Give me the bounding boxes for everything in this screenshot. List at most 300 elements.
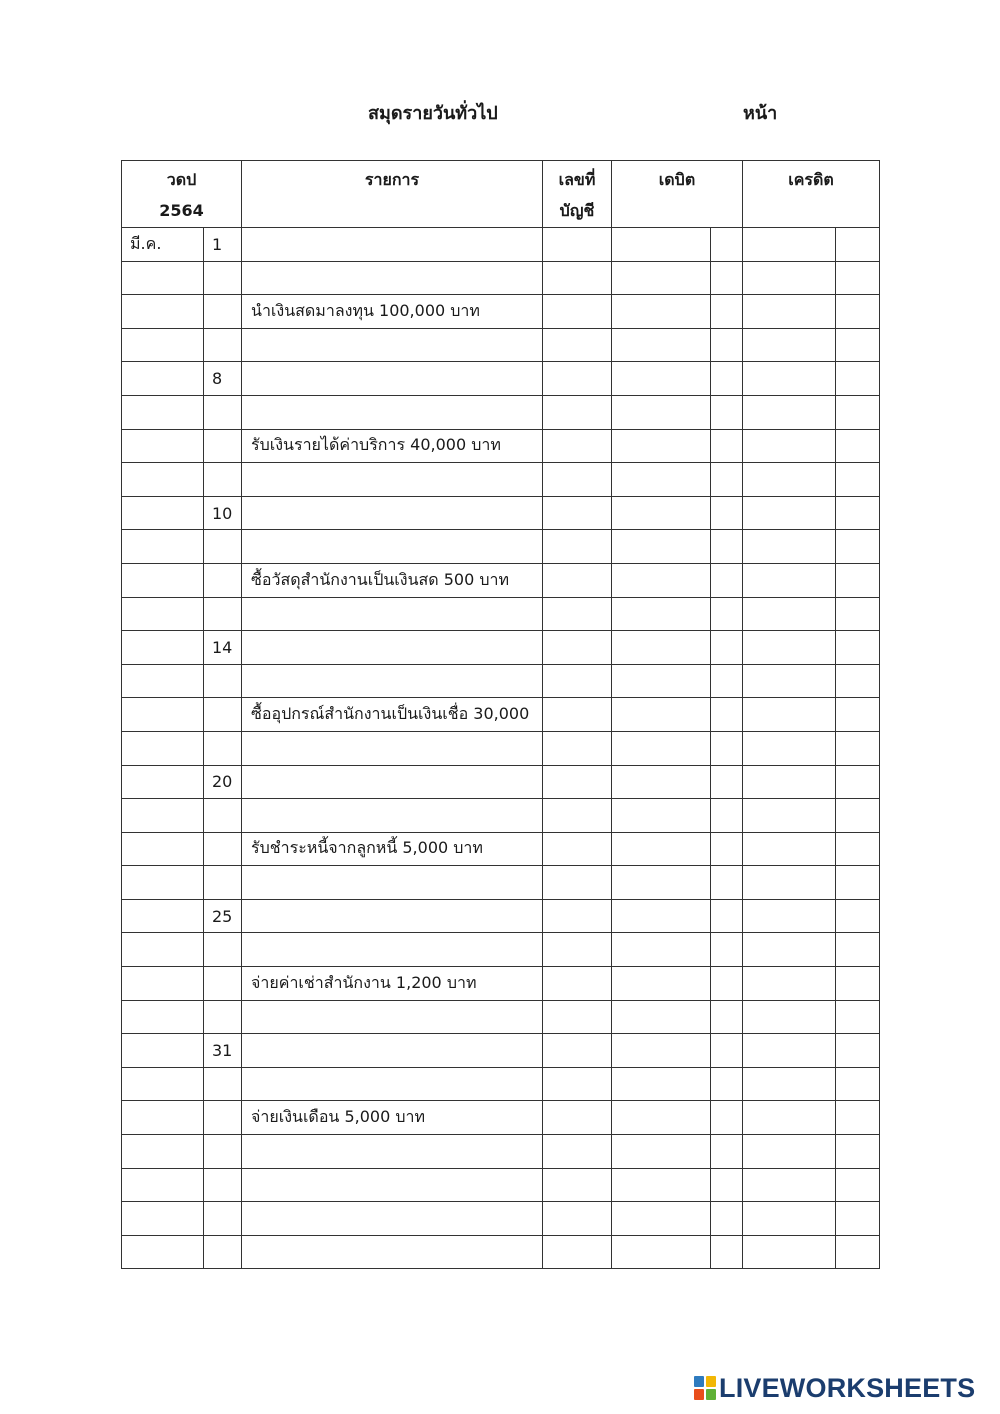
liveworksheets-logo-icon <box>694 1376 716 1400</box>
credit-satang-cell[interactable] <box>836 866 880 900</box>
debit-baht-cell[interactable] <box>612 1067 711 1101</box>
credit-baht-cell[interactable] <box>743 328 836 362</box>
description-cell <box>242 1235 543 1269</box>
credit-satang-cell[interactable] <box>836 1067 880 1101</box>
debit-baht-cell[interactable] <box>612 1168 711 1202</box>
month-cell <box>122 933 204 967</box>
journal-body <box>122 228 880 1269</box>
description-cell <box>242 530 543 564</box>
account-number-label-2: บัญชี <box>559 201 595 220</box>
debit-satang-cell[interactable] <box>711 395 743 429</box>
day-cell <box>204 563 242 597</box>
day-cell <box>204 664 242 698</box>
credit-satang-cell[interactable] <box>836 496 880 530</box>
debit-satang-cell[interactable] <box>711 866 743 900</box>
credit-baht-cell[interactable] <box>743 832 836 866</box>
credit-satang-cell[interactable] <box>836 1135 880 1169</box>
day-cell <box>204 1202 242 1236</box>
description-cell <box>242 1135 543 1169</box>
credit-satang-cell[interactable] <box>836 1168 880 1202</box>
debit-baht-cell[interactable] <box>612 496 711 530</box>
description-cell <box>242 631 543 665</box>
credit-satang-cell[interactable] <box>836 1101 880 1135</box>
debit-satang-cell[interactable] <box>711 1000 743 1034</box>
description-cell: จ่ายเงินเดือน 5,000 บาท <box>242 1101 543 1135</box>
debit-satang-cell[interactable] <box>711 530 743 564</box>
day-cell <box>204 698 242 732</box>
day-cell <box>204 1000 242 1034</box>
account-number-cell[interactable] <box>543 463 612 497</box>
account-number-cell[interactable] <box>543 261 612 295</box>
journal-row <box>122 967 880 1001</box>
account-number-cell[interactable] <box>543 765 612 799</box>
debit-satang-cell[interactable] <box>711 933 743 967</box>
month-cell <box>122 1235 204 1269</box>
journal-row <box>122 1101 880 1135</box>
account-number-label-1: เลขที่ <box>558 170 596 189</box>
description-cell <box>242 362 543 396</box>
debit-baht-cell[interactable] <box>612 1202 711 1236</box>
credit-baht-cell[interactable] <box>743 1034 836 1068</box>
journal-row <box>122 799 880 833</box>
debit-satang-cell[interactable] <box>711 698 743 732</box>
credit-baht-cell[interactable] <box>743 866 836 900</box>
month-cell <box>122 295 204 329</box>
debit-baht-cell[interactable] <box>612 362 711 396</box>
credit-satang-cell[interactable] <box>836 597 880 631</box>
description-cell <box>242 1168 543 1202</box>
account-number-header <box>543 161 612 228</box>
debit-satang-cell[interactable] <box>711 563 743 597</box>
day-cell: 10 <box>204 496 242 530</box>
debit-satang-cell[interactable] <box>711 261 743 295</box>
month-cell <box>122 463 204 497</box>
credit-satang-cell[interactable] <box>836 899 880 933</box>
description-cell <box>242 463 543 497</box>
journal-row <box>122 597 880 631</box>
debit-satang-cell[interactable] <box>711 228 743 262</box>
description-cell <box>242 866 543 900</box>
day-cell: 20 <box>204 765 242 799</box>
journal-row <box>122 1202 880 1236</box>
debit-baht-cell[interactable] <box>612 597 711 631</box>
credit-baht-cell[interactable] <box>743 530 836 564</box>
logo-square-4 <box>706 1389 716 1400</box>
journal-row <box>122 631 880 665</box>
account-number-cell[interactable] <box>543 1101 612 1135</box>
month-cell <box>122 1067 204 1101</box>
day-cell <box>204 799 242 833</box>
debit-baht-cell[interactable] <box>612 698 711 732</box>
description-cell <box>242 933 543 967</box>
description-cell <box>242 1034 543 1068</box>
journal-row <box>122 1000 880 1034</box>
month-cell <box>122 1034 204 1068</box>
logo-square-2 <box>706 1376 716 1387</box>
debit-baht-cell[interactable] <box>612 429 711 463</box>
description-cell: ซื้อวัสดุสำนักงานเป็นเงินสด 500 บาท <box>242 563 543 597</box>
account-number-cell[interactable] <box>543 295 612 329</box>
month-cell <box>122 563 204 597</box>
credit-baht-cell[interactable] <box>743 597 836 631</box>
credit-baht-cell[interactable] <box>743 362 836 396</box>
debit-baht-cell[interactable] <box>612 866 711 900</box>
month-cell <box>122 395 204 429</box>
day-cell <box>204 1168 242 1202</box>
day-cell <box>204 866 242 900</box>
day-cell <box>204 967 242 1001</box>
credit-baht-cell[interactable] <box>743 261 836 295</box>
day-cell: 25 <box>204 899 242 933</box>
account-number-cell[interactable] <box>543 429 612 463</box>
journal-row <box>122 1034 880 1068</box>
day-cell <box>204 597 242 631</box>
month-cell <box>122 765 204 799</box>
day-cell <box>204 1067 242 1101</box>
month-cell <box>122 799 204 833</box>
debit-satang-cell[interactable] <box>711 631 743 665</box>
journal-row <box>122 832 880 866</box>
credit-satang-cell[interactable] <box>836 228 880 262</box>
journal-row <box>122 1168 880 1202</box>
account-number-cell[interactable] <box>543 832 612 866</box>
year-header-label: 2564 <box>159 201 204 220</box>
credit-satang-cell[interactable] <box>836 530 880 564</box>
description-cell <box>242 1067 543 1101</box>
page-number-label: หน้า <box>743 103 778 124</box>
description-cell: นำเงินสดมาลงทุน 100,000 บาท <box>242 295 543 329</box>
day-cell: 1 <box>204 228 242 262</box>
journal-row <box>122 1135 880 1169</box>
month-cell <box>122 261 204 295</box>
day-cell <box>204 463 242 497</box>
debit-satang-cell[interactable] <box>711 362 743 396</box>
credit-baht-cell[interactable] <box>743 429 836 463</box>
credit-baht-cell[interactable] <box>743 228 836 262</box>
month-cell <box>122 967 204 1001</box>
month-cell <box>122 664 204 698</box>
month-cell <box>122 1135 204 1169</box>
credit-baht-cell[interactable] <box>743 1202 836 1236</box>
description-cell <box>242 496 543 530</box>
debit-baht-cell[interactable] <box>612 1135 711 1169</box>
description-cell <box>242 395 543 429</box>
general-journal-table <box>121 160 880 1269</box>
credit-satang-cell[interactable] <box>836 261 880 295</box>
description-cell: จ่ายค่าเช่าสำนักงาน 1,200 บาท <box>242 967 543 1001</box>
journal-row <box>122 429 880 463</box>
credit-satang-cell[interactable] <box>836 1034 880 1068</box>
credit-satang-cell[interactable] <box>836 429 880 463</box>
description-cell <box>242 1202 543 1236</box>
credit-satang-cell[interactable] <box>836 395 880 429</box>
month-cell <box>122 731 204 765</box>
debit-satang-cell[interactable] <box>711 1135 743 1169</box>
account-number-cell[interactable] <box>543 1000 612 1034</box>
journal-row <box>122 395 880 429</box>
credit-satang-cell[interactable] <box>836 799 880 833</box>
debit-baht-cell[interactable] <box>612 1101 711 1135</box>
watermark-text: LIVEWORKSHEETS <box>719 1373 976 1403</box>
credit-satang-cell[interactable] <box>836 1000 880 1034</box>
debit-satang-cell[interactable] <box>711 1101 743 1135</box>
month-cell: มี.ค. <box>122 228 204 262</box>
day-cell <box>204 261 242 295</box>
description-cell <box>242 1000 543 1034</box>
journal-row <box>122 698 880 732</box>
debit-baht-cell[interactable] <box>612 328 711 362</box>
debit-baht-cell[interactable] <box>612 261 711 295</box>
debit-satang-cell[interactable] <box>711 1034 743 1068</box>
credit-satang-cell[interactable] <box>836 731 880 765</box>
description-cell <box>242 799 543 833</box>
header-row <box>122 161 880 228</box>
account-number-cell[interactable] <box>543 967 612 1001</box>
credit-baht-cell[interactable] <box>743 295 836 329</box>
month-cell <box>122 899 204 933</box>
month-cell <box>122 362 204 396</box>
journal-row <box>122 933 880 967</box>
month-cell <box>122 597 204 631</box>
journal-row <box>122 228 880 262</box>
debit-satang-cell[interactable] <box>711 1235 743 1269</box>
account-number-cell[interactable] <box>543 362 612 396</box>
credit-satang-cell[interactable] <box>836 698 880 732</box>
description-cell <box>242 765 543 799</box>
account-number-cell[interactable] <box>543 1034 612 1068</box>
date-header <box>122 161 242 228</box>
account-number-cell[interactable] <box>543 664 612 698</box>
journal-row <box>122 765 880 799</box>
account-number-cell[interactable] <box>543 631 612 665</box>
journal-row <box>122 362 880 396</box>
account-number-cell[interactable] <box>543 933 612 967</box>
debit-satang-cell[interactable] <box>711 967 743 1001</box>
day-cell <box>204 1135 242 1169</box>
credit-satang-cell[interactable] <box>836 631 880 665</box>
debit-satang-cell[interactable] <box>711 799 743 833</box>
month-cell <box>122 496 204 530</box>
debit-satang-cell[interactable] <box>711 899 743 933</box>
credit-satang-cell[interactable] <box>836 463 880 497</box>
month-cell <box>122 1168 204 1202</box>
debit-baht-cell[interactable] <box>612 295 711 329</box>
day-cell <box>204 295 242 329</box>
month-cell <box>122 1202 204 1236</box>
debit-baht-cell[interactable] <box>612 799 711 833</box>
journal-row <box>122 664 880 698</box>
account-number-cell[interactable] <box>543 1202 612 1236</box>
credit-satang-cell[interactable] <box>836 563 880 597</box>
debit-satang-cell[interactable] <box>711 496 743 530</box>
credit-baht-cell[interactable] <box>743 1135 836 1169</box>
debit-header: เดบิต <box>612 161 743 228</box>
debit-baht-cell[interactable] <box>612 832 711 866</box>
journal-row <box>122 1067 880 1101</box>
journal-row <box>122 866 880 900</box>
debit-baht-cell[interactable] <box>612 1235 711 1269</box>
day-cell <box>204 429 242 463</box>
debit-satang-cell[interactable] <box>711 463 743 497</box>
account-number-cell[interactable] <box>543 1168 612 1202</box>
credit-baht-cell[interactable] <box>743 967 836 1001</box>
month-cell <box>122 328 204 362</box>
debit-baht-cell[interactable] <box>612 933 711 967</box>
account-number-cell[interactable] <box>543 530 612 564</box>
credit-satang-cell[interactable] <box>836 933 880 967</box>
description-cell: รับเงินรายได้ค่าบริการ 40,000 บาท <box>242 429 543 463</box>
credit-baht-cell[interactable] <box>743 664 836 698</box>
credit-baht-cell[interactable] <box>743 899 836 933</box>
description-cell: รับชำระหนี้จากลูกหนี้ 5,000 บาท <box>242 832 543 866</box>
credit-baht-cell[interactable] <box>743 1101 836 1135</box>
month-cell <box>122 866 204 900</box>
day-cell <box>204 530 242 564</box>
debit-baht-cell[interactable] <box>612 967 711 1001</box>
credit-satang-cell[interactable] <box>836 362 880 396</box>
debit-satang-cell[interactable] <box>711 295 743 329</box>
day-cell: 14 <box>204 631 242 665</box>
account-number-cell[interactable] <box>543 799 612 833</box>
description-cell <box>242 899 543 933</box>
journal-row <box>122 463 880 497</box>
month-cell <box>122 631 204 665</box>
debit-baht-cell[interactable] <box>612 765 711 799</box>
description-cell <box>242 228 543 262</box>
day-cell <box>204 395 242 429</box>
description-cell <box>242 261 543 295</box>
credit-baht-cell[interactable] <box>743 1000 836 1034</box>
description-cell: ซื้ออุปกรณ์สำนักงานเป็นเงินเชื่อ 30,000 <box>242 698 543 732</box>
journal-row <box>122 899 880 933</box>
logo-square-3 <box>694 1389 704 1400</box>
account-number-cell[interactable] <box>543 395 612 429</box>
account-number-cell[interactable] <box>543 563 612 597</box>
account-number-cell[interactable] <box>543 866 612 900</box>
day-cell <box>204 933 242 967</box>
credit-satang-cell[interactable] <box>836 1202 880 1236</box>
credit-baht-cell[interactable] <box>743 1235 836 1269</box>
debit-baht-cell[interactable] <box>612 664 711 698</box>
debit-baht-cell[interactable] <box>612 228 711 262</box>
day-cell <box>204 328 242 362</box>
month-cell <box>122 1000 204 1034</box>
day-cell <box>204 1101 242 1135</box>
debit-satang-cell[interactable] <box>711 1067 743 1101</box>
credit-baht-cell[interactable] <box>743 933 836 967</box>
credit-baht-cell[interactable] <box>743 799 836 833</box>
journal-row <box>122 261 880 295</box>
debit-satang-cell[interactable] <box>711 832 743 866</box>
debit-satang-cell[interactable] <box>711 1202 743 1236</box>
day-cell: 8 <box>204 362 242 396</box>
journal-title: สมุดรายวันทั่วไป <box>368 103 498 124</box>
account-number-cell[interactable] <box>543 1235 612 1269</box>
month-cell <box>122 698 204 732</box>
description-cell <box>242 664 543 698</box>
account-number-cell[interactable] <box>543 1067 612 1101</box>
debit-baht-cell[interactable] <box>612 530 711 564</box>
description-cell <box>242 597 543 631</box>
journal-row <box>122 563 880 597</box>
journal-row <box>122 731 880 765</box>
day-cell <box>204 832 242 866</box>
credit-baht-cell[interactable] <box>743 1168 836 1202</box>
day-cell <box>204 1235 242 1269</box>
month-cell <box>122 1101 204 1135</box>
account-number-cell[interactable] <box>543 597 612 631</box>
liveworksheets-watermark <box>694 1374 975 1402</box>
credit-baht-cell[interactable] <box>743 631 836 665</box>
credit-baht-cell[interactable] <box>743 463 836 497</box>
debit-satang-cell[interactable] <box>711 328 743 362</box>
debit-baht-cell[interactable] <box>612 631 711 665</box>
journal-row <box>122 328 880 362</box>
debit-satang-cell[interactable] <box>711 597 743 631</box>
credit-satang-cell[interactable] <box>836 765 880 799</box>
debit-baht-cell[interactable] <box>612 395 711 429</box>
debit-baht-cell[interactable] <box>612 463 711 497</box>
logo-square-1 <box>694 1376 704 1387</box>
credit-satang-cell[interactable] <box>836 967 880 1001</box>
day-cell: 31 <box>204 1034 242 1068</box>
description-header: รายการ <box>242 161 543 228</box>
journal-row <box>122 530 880 564</box>
month-cell <box>122 429 204 463</box>
credit-baht-cell[interactable] <box>743 765 836 799</box>
month-cell <box>122 832 204 866</box>
credit-satang-cell[interactable] <box>836 832 880 866</box>
credit-satang-cell[interactable] <box>836 1235 880 1269</box>
credit-baht-cell[interactable] <box>743 563 836 597</box>
debit-baht-cell[interactable] <box>612 731 711 765</box>
debit-satang-cell[interactable] <box>711 429 743 463</box>
credit-baht-cell[interactable] <box>743 496 836 530</box>
day-cell <box>204 731 242 765</box>
credit-satang-cell[interactable] <box>836 295 880 329</box>
account-number-cell[interactable] <box>543 228 612 262</box>
account-number-cell[interactable] <box>543 698 612 732</box>
debit-baht-cell[interactable] <box>612 899 711 933</box>
credit-header: เครดิต <box>743 161 880 228</box>
debit-satang-cell[interactable] <box>711 1168 743 1202</box>
debit-satang-cell[interactable] <box>711 731 743 765</box>
credit-baht-cell[interactable] <box>743 395 836 429</box>
account-number-cell[interactable] <box>543 328 612 362</box>
description-cell <box>242 328 543 362</box>
journal-row <box>122 496 880 530</box>
debit-baht-cell[interactable] <box>612 1000 711 1034</box>
credit-satang-cell[interactable] <box>836 328 880 362</box>
debit-satang-cell[interactable] <box>711 765 743 799</box>
date-header-label: วดป <box>166 170 197 189</box>
debit-baht-cell[interactable] <box>612 1034 711 1068</box>
account-number-cell[interactable] <box>543 899 612 933</box>
journal-row <box>122 1235 880 1269</box>
account-number-cell[interactable] <box>543 496 612 530</box>
debit-satang-cell[interactable] <box>711 664 743 698</box>
credit-baht-cell[interactable] <box>743 698 836 732</box>
credit-satang-cell[interactable] <box>836 664 880 698</box>
description-cell <box>242 731 543 765</box>
credit-baht-cell[interactable] <box>743 731 836 765</box>
account-number-cell[interactable] <box>543 1135 612 1169</box>
debit-baht-cell[interactable] <box>612 563 711 597</box>
credit-baht-cell[interactable] <box>743 1067 836 1101</box>
account-number-cell[interactable] <box>543 731 612 765</box>
journal-row <box>122 295 880 329</box>
month-cell <box>122 530 204 564</box>
